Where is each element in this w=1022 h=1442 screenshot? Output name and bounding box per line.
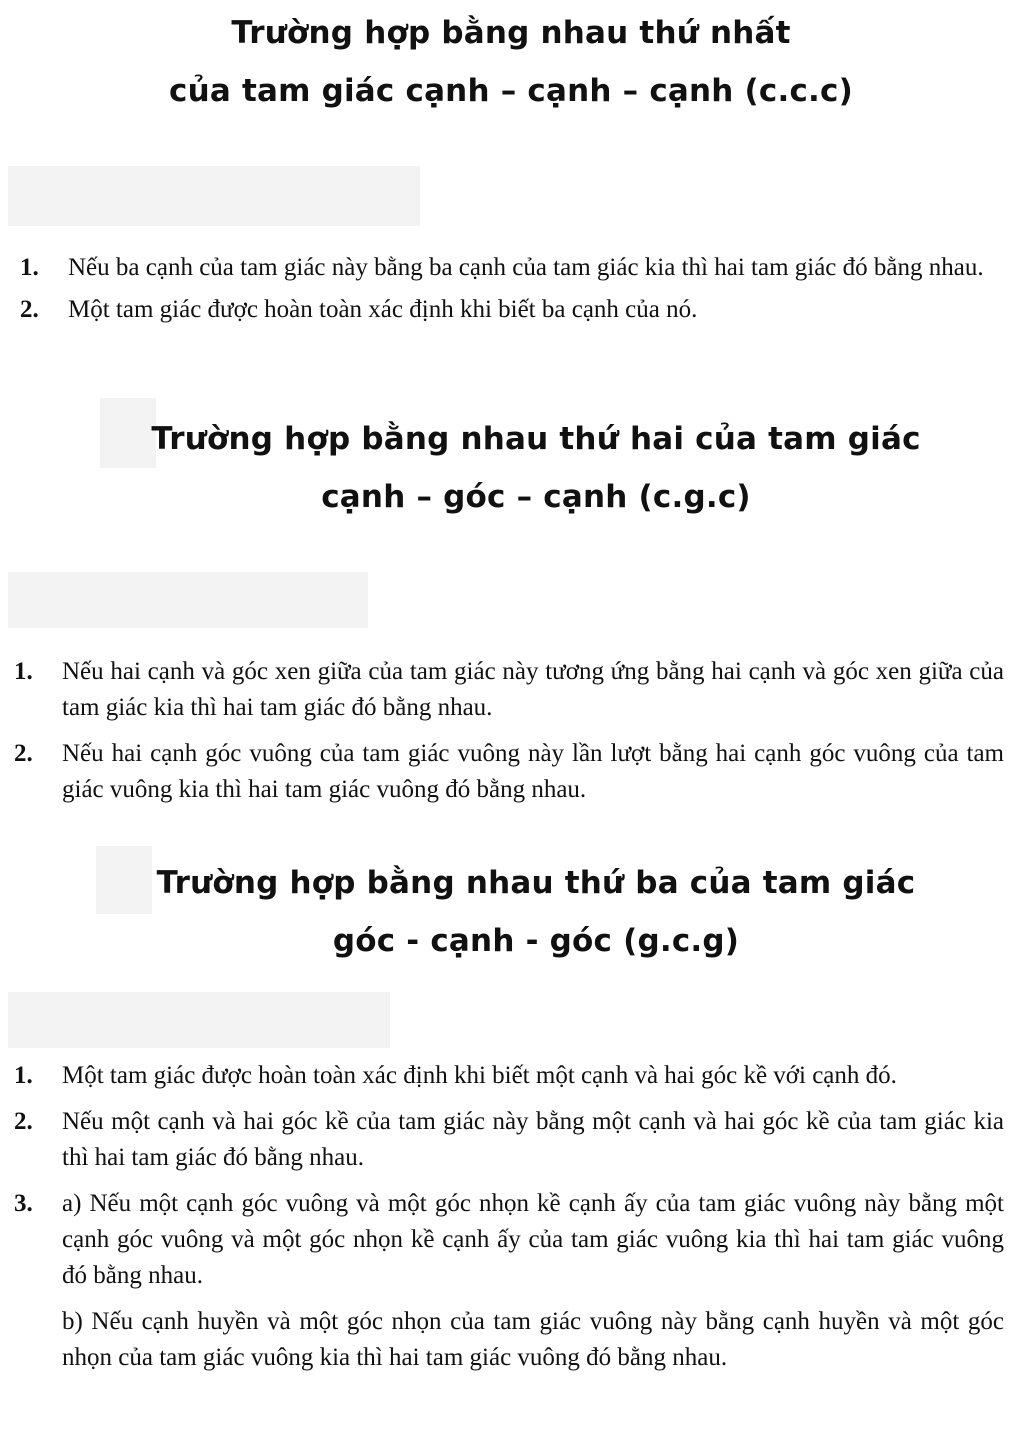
list-item xyxy=(20,292,1010,328)
placeholder-block xyxy=(8,572,368,628)
title-line-2: cạnh – góc – cạnh (c.g.c) xyxy=(321,479,751,515)
item-text: Nếu hai cạnh và góc xen giữa của tam giác này tương ứng bằng hai cạnh và góc xen giữa của tam giác kia thì hai tam giác đó bằng nhau. xyxy=(62,658,1004,721)
section-title xyxy=(0,0,1022,120)
section-ccc xyxy=(0,0,1022,120)
item-text-a: a) Nếu một cạnh góc vuông và một góc nhọn kề cạnh ấy của tam giác vuông này bằng một cạnh góc vuông và một góc nhọn kề cạnh ấy của tam giác vuông kia thì hai tam giác vuông đó bằng nhau. xyxy=(62,1190,1004,1289)
item-number: 3. xyxy=(14,1190,33,1217)
item-number: 2. xyxy=(20,296,39,323)
section-gcg xyxy=(0,854,1022,970)
section-title xyxy=(0,410,1022,526)
title-line-1: Trường hợp bằng nhau thứ ba của tam giác xyxy=(156,865,916,901)
item-text-b: b) Nếu cạnh huyền và một góc nhọn của tam giác vuông này bằng cạnh huyền và một góc nhọn của tam giác vuông kia thì hai tam giác vuông đó bằng nhau. xyxy=(62,1308,1004,1371)
list-item xyxy=(20,250,1010,286)
item-text: Nếu hai cạnh góc vuông của tam giác vuông này lần lượt bằng hai cạnh góc vuông của tam giác vuông kia thì hai tam giác vuông đó bằng nhau. xyxy=(62,740,1004,803)
item-number: 2. xyxy=(14,740,33,767)
item-list xyxy=(20,250,1010,328)
list-item xyxy=(14,1104,1004,1176)
item-text: Một tam giác được hoàn toàn xác định khi biết ba cạnh của nó. xyxy=(68,296,698,323)
list-item xyxy=(14,1058,1004,1094)
item-text: Nếu một cạnh và hai góc kề của tam giác này bằng một cạnh và hai góc kề của tam giác kia thì hai tam giác đó bằng nhau. xyxy=(62,1108,1004,1171)
item-number: 1. xyxy=(20,254,39,281)
list-item xyxy=(14,654,1004,726)
item-number: 1. xyxy=(14,1062,33,1089)
list-item xyxy=(14,736,1004,808)
item-text: Một tam giác được hoàn toàn xác định khi biết một cạnh và hai góc kề với cạnh đó. xyxy=(62,1062,897,1089)
item-list xyxy=(14,1058,1004,1376)
title-line-1: Trường hợp bằng nhau thứ hai của tam giác xyxy=(151,421,921,457)
item-text: Nếu ba cạnh của tam giác này bằng ba cạnh của tam giác kia thì hai tam giác đó bằng nhau. xyxy=(68,254,984,281)
item-list xyxy=(14,654,1004,808)
section-cgc xyxy=(0,410,1022,526)
section-title xyxy=(0,854,1022,970)
title-line-2: góc - cạnh - góc (g.c.g) xyxy=(332,923,740,959)
title-line-1: Trường hợp bằng nhau thứ nhất xyxy=(231,15,791,51)
title-line-2: của tam giác cạnh – cạnh – cạnh (c.c.c) xyxy=(169,73,853,109)
placeholder-block xyxy=(8,992,390,1048)
list-item xyxy=(14,1186,1004,1376)
placeholder-block xyxy=(8,166,420,226)
item-number: 2. xyxy=(14,1108,33,1135)
item-number: 1. xyxy=(14,658,33,685)
